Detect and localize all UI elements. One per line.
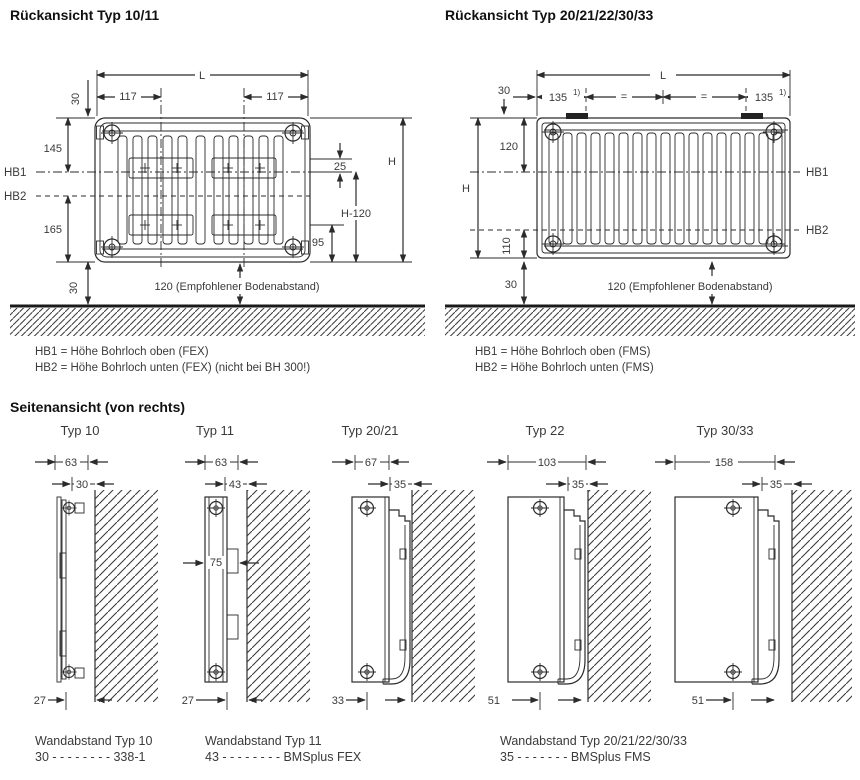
wall-bracket-rail — [558, 510, 585, 684]
svg-text:30: 30 — [504, 279, 517, 291]
wall-bracket-rail — [383, 510, 410, 684]
svg-text:135: 135 — [548, 92, 568, 104]
dim-25 — [330, 143, 351, 188]
svg-text:103: 103 — [537, 457, 557, 469]
wall-typ10 — [95, 490, 158, 702]
panel-typ10 — [57, 497, 84, 682]
dim-L-left-view — [97, 70, 308, 82]
dim-wall-typ30-33 — [742, 477, 812, 491]
dim-bottom-typ22 — [488, 692, 581, 710]
rear-view-typ20-33-diagram — [445, 70, 855, 374]
dim-135-right — [746, 88, 790, 104]
dim-30-top-right-view — [498, 85, 535, 114]
svg-text:120 (Empfohlener Bodenabstand): 120 (Empfohlener Bodenabstand) — [154, 281, 320, 293]
wall-distance-note-typ20-33 — [500, 734, 687, 764]
svg-text:L: L — [659, 70, 667, 82]
dim-110 — [501, 230, 524, 258]
dim-30-top-left-view — [70, 80, 88, 116]
note-value: 43 - - - - - - - - BMSplus FEX — [205, 750, 362, 764]
dim-30-bottom-left-view — [68, 262, 88, 304]
dim-117-left — [97, 90, 161, 103]
panel-typ30-33 — [675, 497, 779, 684]
screw-boss — [61, 500, 76, 515]
svg-text:35: 35 — [571, 479, 585, 491]
dim-wall-typ20-21 — [368, 477, 432, 491]
wall-typ20-21 — [412, 490, 475, 702]
ground-left — [10, 306, 425, 336]
dim-wall-typ22 — [546, 477, 608, 491]
side-view-typ20-21 — [332, 423, 475, 710]
dim-95 — [310, 225, 344, 262]
svg-text:110: 110 — [501, 237, 513, 255]
svg-text:75: 75 — [209, 557, 223, 569]
dim-117-right — [244, 90, 308, 103]
screw-boss — [358, 663, 376, 681]
floor-clearance-note-left — [154, 264, 319, 304]
svg-text:145: 145 — [43, 143, 62, 155]
dim-width-typ11 — [185, 455, 258, 470]
corner-boss — [101, 236, 123, 258]
wall-bracket-rail — [752, 510, 779, 684]
svg-text:=: = — [620, 91, 628, 103]
screw-boss — [531, 663, 549, 681]
svg-text:35: 35 — [769, 479, 783, 491]
side-view-label: Typ 10 — [60, 423, 100, 438]
panel-typ20-21 — [352, 497, 410, 684]
screw-boss — [724, 499, 742, 517]
svg-text:HB2: HB2 — [4, 191, 27, 203]
wall-distance-note-typ11 — [205, 734, 362, 764]
note-value: 30 - - - - - - - - 338-1 — [35, 750, 146, 764]
dim-H-right-view — [462, 118, 478, 258]
side-view-typ10 — [34, 423, 158, 710]
corner-boss — [282, 236, 304, 258]
svg-text:120 (Empfohlener Bodenabstand): 120 (Empfohlener Bodenabstand) — [607, 281, 773, 293]
svg-text:30: 30 — [497, 85, 511, 97]
dim-width-typ22 — [487, 455, 606, 470]
dim-H-left-view — [386, 118, 403, 262]
wall-typ22 — [588, 490, 651, 702]
dim-30-bottom-right-view — [505, 262, 524, 304]
svg-text:33: 33 — [331, 695, 344, 707]
svg-text:30: 30 — [70, 92, 82, 106]
note-title: Wandabstand Typ 10 — [35, 734, 153, 748]
side-view-typ11 — [182, 423, 310, 710]
dim-120-right-view — [500, 118, 524, 172]
svg-text:158: 158 — [714, 457, 734, 469]
svg-text:63: 63 — [64, 457, 78, 469]
svg-text:H-120: H-120 — [341, 208, 371, 220]
title-rear-view-typ10-11: Rückansicht Typ 10/11 — [10, 7, 160, 23]
top-mounting-tab — [566, 113, 588, 119]
svg-text:43: 43 — [228, 479, 242, 491]
screw-boss — [61, 664, 76, 679]
svg-text:27: 27 — [33, 695, 46, 707]
dim-L-right-view — [537, 70, 790, 82]
dim-wall-typ10 — [52, 477, 114, 491]
caption-hb2-fex: HB2 = Höhe Bohrloch unten (FEX) (nicht bei BH 300!) — [35, 362, 311, 374]
corner-boss — [101, 122, 123, 144]
dim-135-left — [537, 88, 586, 104]
dim-bottom-typ30-33 — [692, 692, 774, 710]
svg-text:135: 135 — [754, 92, 774, 104]
corner-boss — [542, 121, 564, 143]
rear-view-typ10-11-diagram — [4, 70, 425, 374]
screw-boss — [531, 499, 549, 517]
panel-typ11 — [205, 497, 238, 682]
side-view-label: Typ 22 — [525, 423, 565, 438]
dim-equal-left — [586, 90, 663, 103]
screw-boss — [724, 663, 742, 681]
caption-hb2-fms: HB2 = Höhe Bohrloch unten (FMS) — [475, 362, 654, 374]
svg-text:67: 67 — [364, 457, 378, 469]
side-view-label: Typ 11 — [195, 423, 235, 438]
dim-165 — [44, 196, 68, 262]
radiator-body-typ20-33 — [537, 113, 790, 258]
svg-text:165: 165 — [43, 224, 62, 236]
svg-text:30: 30 — [68, 281, 80, 295]
caption-hb1-fex: HB1 = Höhe Bohrloch oben (FEX) — [35, 346, 209, 358]
wall-typ30-33 — [792, 490, 852, 702]
caption-hb1-fms: HB1 = Höhe Bohrloch oben (FMS) — [475, 346, 651, 358]
note-title: Wandabstand Typ 20/21/22/30/33 — [500, 734, 687, 748]
svg-text:HB2: HB2 — [806, 225, 829, 237]
svg-text:L: L — [198, 70, 206, 82]
dim-equal-right — [663, 90, 746, 103]
svg-text:51: 51 — [487, 695, 500, 707]
dim-width-typ10 — [35, 455, 108, 470]
svg-text:120: 120 — [499, 141, 518, 153]
svg-text:=: = — [700, 91, 708, 103]
screw-boss — [207, 663, 225, 681]
wall-distance-note-typ10 — [35, 734, 152, 764]
panel-typ22 — [508, 497, 585, 684]
dim-wall-typ11 — [205, 477, 267, 491]
svg-text:35: 35 — [393, 479, 407, 491]
title-side-view-section: Seitenansicht (von rechts) — [10, 399, 186, 415]
floor-clearance-note-right — [607, 262, 772, 304]
svg-text:117: 117 — [119, 91, 137, 103]
svg-text:117: 117 — [266, 91, 284, 103]
top-mounting-tab — [741, 113, 763, 119]
ground-right — [445, 306, 855, 336]
side-view-typ22 — [487, 423, 651, 710]
svg-text:27: 27 — [181, 695, 194, 707]
dim-bottom-typ20-21 — [332, 692, 405, 710]
radiator-body-typ10-11 — [95, 118, 310, 262]
note-value: 35 - - - - - - - BMSplus FMS — [500, 750, 651, 764]
screw-boss — [358, 499, 376, 517]
side-view-label: Typ 20/21 — [341, 423, 399, 438]
svg-text:30: 30 — [75, 479, 89, 491]
svg-text:H: H — [462, 183, 470, 195]
footnote-marker: 1) — [779, 88, 787, 97]
dim-145 — [44, 118, 68, 172]
dim-width-typ30-33 — [655, 455, 795, 470]
svg-text:H: H — [388, 156, 396, 168]
svg-text:25: 25 — [333, 161, 347, 173]
svg-text:HB1: HB1 — [806, 167, 829, 179]
title-rear-view-typ20-33: Rückansicht Typ 20/21/22/30/33 — [445, 7, 654, 23]
corner-boss — [542, 233, 564, 255]
footnote-marker: 1) — [573, 88, 581, 97]
svg-text:51: 51 — [691, 695, 704, 707]
screw-boss — [207, 499, 225, 517]
wall-typ11 — [247, 490, 310, 702]
note-title: Wandabstand Typ 11 — [205, 734, 322, 748]
dim-width-typ20-21 — [332, 455, 409, 470]
svg-text:63: 63 — [214, 457, 228, 469]
svg-text:95: 95 — [311, 237, 325, 249]
side-view-label: Typ 30/33 — [696, 423, 754, 438]
side-view-typ30-33 — [655, 423, 852, 710]
corner-boss — [282, 122, 304, 144]
svg-text:HB1: HB1 — [4, 167, 27, 179]
